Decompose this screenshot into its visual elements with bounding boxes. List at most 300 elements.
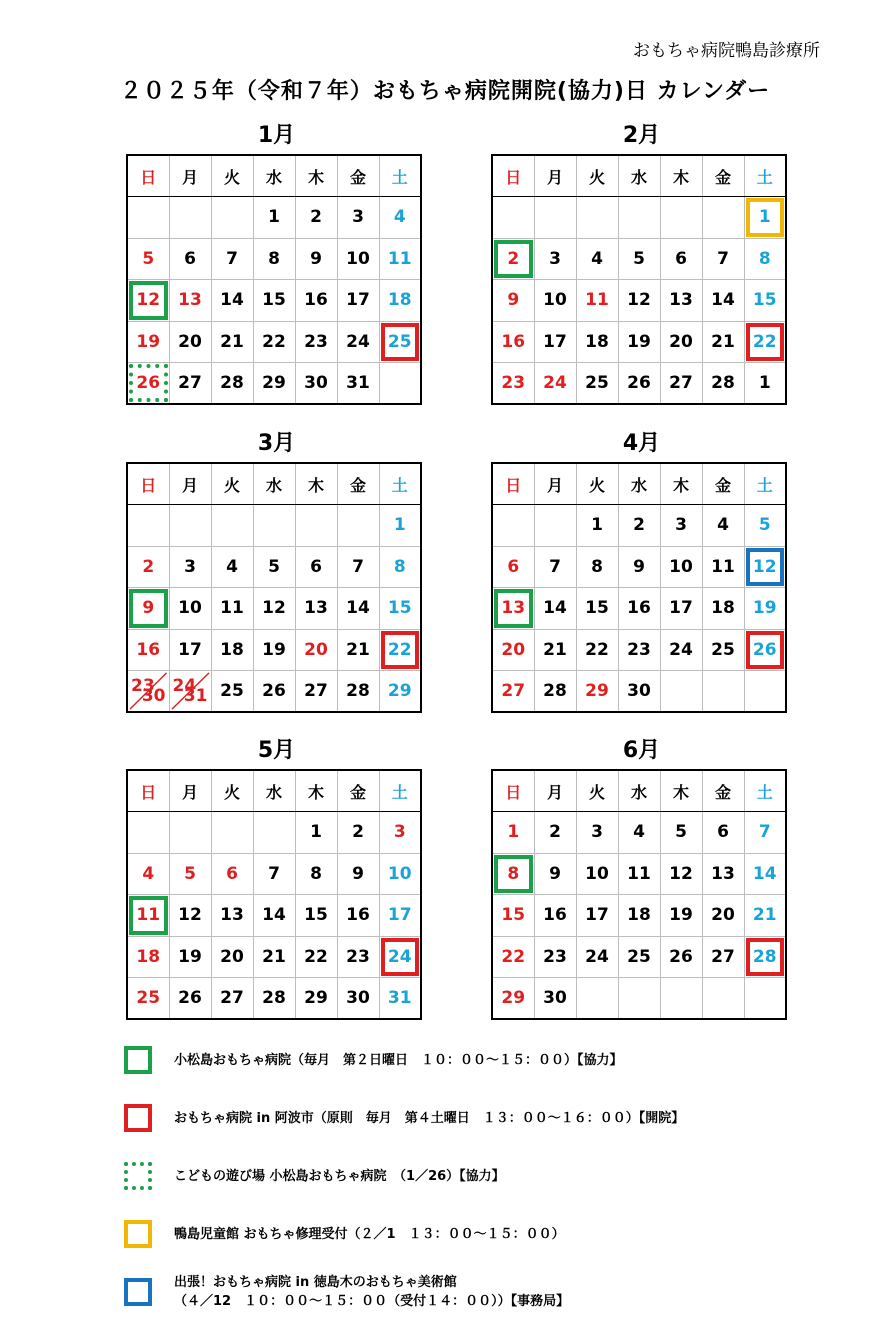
day-cell <box>169 505 211 547</box>
day-cell <box>534 363 576 405</box>
day-number: 4 <box>393 207 406 228</box>
day-number: 9 <box>549 863 561 884</box>
day-number: 18 <box>136 946 161 967</box>
day-number: 9 <box>310 248 322 269</box>
day-number: 13 <box>669 290 693 311</box>
day-cell <box>702 321 744 363</box>
day-cell <box>337 321 379 363</box>
day-number: 7 <box>268 863 280 884</box>
month-table <box>491 769 787 1020</box>
month-calendar <box>126 118 427 405</box>
weekday-header: 木 <box>295 155 337 197</box>
day-number: 21 <box>220 331 244 352</box>
day-number: 28 <box>543 681 567 701</box>
day-number: 9 <box>633 556 645 577</box>
day-number: 5 <box>758 515 771 536</box>
day-cell <box>337 280 379 322</box>
weekday-header: 木 <box>295 770 337 812</box>
day-number: 26 <box>136 373 161 393</box>
day-cell <box>295 363 337 405</box>
weekday-header: 金 <box>337 155 379 197</box>
day-cell <box>492 895 534 937</box>
day-number: 18 <box>585 331 609 352</box>
day-cell <box>744 588 786 630</box>
day-number: 6 <box>226 863 238 884</box>
day-number: 23 <box>304 331 328 352</box>
day-number: 29 <box>387 681 412 701</box>
day-number: 8 <box>268 248 280 269</box>
day-number: 19 <box>752 598 777 619</box>
day-number: 8 <box>310 863 322 884</box>
day-number: 16 <box>136 639 161 660</box>
day-cell <box>618 197 660 239</box>
day-cell <box>534 978 576 1020</box>
day-cell <box>295 588 337 630</box>
day-cell <box>744 629 786 671</box>
legend-item <box>124 1040 684 1080</box>
day-number: 12 <box>178 905 202 926</box>
day-cell <box>253 978 295 1020</box>
day-cell <box>576 197 618 239</box>
day-cell <box>618 671 660 713</box>
month-calendar <box>126 733 427 1020</box>
day-cell <box>211 671 253 713</box>
day-number: 5 <box>675 822 687 843</box>
day-cell <box>295 978 337 1020</box>
day-cell <box>211 505 253 547</box>
day-number: 20 <box>669 331 693 352</box>
day-cell <box>660 671 702 713</box>
day-number: 30 <box>346 988 370 1008</box>
day-number: 14 <box>543 598 567 619</box>
day-number: 17 <box>543 331 567 352</box>
day-number: 26 <box>669 946 693 967</box>
day-number: 15 <box>585 598 609 619</box>
month-title: 5月 <box>257 738 296 763</box>
day-cell <box>702 197 744 239</box>
day-cell <box>618 546 660 588</box>
day-number: 11 <box>711 556 735 577</box>
weekday-header: 水 <box>618 463 660 505</box>
day-cell <box>295 321 337 363</box>
day-cell <box>576 505 618 547</box>
day-cell <box>702 238 744 280</box>
weekday-header: 日 <box>127 770 169 812</box>
day-cell <box>337 895 379 937</box>
day-number: 28 <box>346 681 370 701</box>
day-number: 21 <box>711 331 735 352</box>
weekday-header: 日 <box>127 155 169 197</box>
day-cell <box>534 671 576 713</box>
day-number: 22 <box>262 331 286 352</box>
day-number: 2 <box>310 207 322 228</box>
day-cell <box>702 280 744 322</box>
legend-text: こどもの遊び場 小松島おもちゃ病院 （1／26）【協力】 <box>174 1168 505 1184</box>
day-cell <box>744 546 786 588</box>
day-cell <box>253 588 295 630</box>
day-cell <box>492 812 534 854</box>
day-cell <box>576 588 618 630</box>
day-number: 2 <box>549 822 561 843</box>
weekday-header: 月 <box>534 155 576 197</box>
weekday-header: 木 <box>660 463 702 505</box>
day-cell <box>492 363 534 405</box>
day-cell <box>492 853 534 895</box>
day-number: 1 <box>393 515 406 536</box>
day-cell <box>211 588 253 630</box>
day-cell <box>618 280 660 322</box>
day-number: 1 <box>507 822 520 843</box>
day-number: 31 <box>387 988 412 1008</box>
day-number: 22 <box>752 331 777 352</box>
day-cell <box>618 936 660 978</box>
day-cell <box>618 895 660 937</box>
day-number: 28 <box>752 946 777 967</box>
day-number: 20 <box>501 639 526 660</box>
day-cell <box>576 629 618 671</box>
day-number: 24 <box>387 946 412 967</box>
weekday-header: 月 <box>534 770 576 812</box>
day-cell <box>127 197 169 239</box>
day-cell <box>744 936 786 978</box>
weekday-header: 火 <box>211 463 253 505</box>
day-number: 16 <box>627 598 651 619</box>
day-cell <box>253 505 295 547</box>
weekday-header: 金 <box>337 770 379 812</box>
day-cell <box>337 629 379 671</box>
weekday-header: 木 <box>295 463 337 505</box>
day-number: 27 <box>669 373 693 393</box>
day-cell <box>379 280 421 322</box>
day-cell <box>660 280 702 322</box>
day-number: 5 <box>633 248 645 269</box>
day-number: 14 <box>262 905 286 926</box>
month-title: 3月 <box>257 431 296 456</box>
day-cell <box>660 812 702 854</box>
day-number: 22 <box>387 639 412 660</box>
day-cell <box>534 280 576 322</box>
legend-marker-icon <box>124 1046 152 1074</box>
day-number: 30 <box>304 373 328 393</box>
day-number: 22 <box>304 946 328 967</box>
day-number: 11 <box>387 248 412 269</box>
weekday-header: 水 <box>618 155 660 197</box>
day-cell <box>492 629 534 671</box>
legend <box>124 1040 684 1330</box>
weekday-header: 月 <box>169 155 211 197</box>
day-number: 1 <box>310 822 322 843</box>
month-title: 2月 <box>622 123 661 148</box>
month-calendar <box>126 426 427 713</box>
day-number: 31 <box>346 373 370 393</box>
day-cell <box>576 280 618 322</box>
day-cell <box>169 978 211 1020</box>
legend-item <box>124 1098 684 1138</box>
day-cell <box>379 629 421 671</box>
weekday-header: 木 <box>660 770 702 812</box>
day-cell <box>337 978 379 1020</box>
day-number: 25 <box>136 988 161 1008</box>
day-number: 3 <box>184 556 196 577</box>
day-number: 8 <box>591 556 603 577</box>
day-cell <box>337 197 379 239</box>
day-number: 24 <box>346 331 370 352</box>
day-cell <box>127 280 169 322</box>
day-cell <box>660 629 702 671</box>
day-cell <box>253 238 295 280</box>
day-number: 13 <box>178 290 202 311</box>
day-number: 24 <box>669 639 693 660</box>
day-cell <box>534 505 576 547</box>
day-cell <box>211 197 253 239</box>
day-number: 14 <box>752 863 777 884</box>
day-number: 10 <box>178 598 202 619</box>
day-cell <box>211 546 253 588</box>
month-table <box>491 462 787 713</box>
day-cell <box>492 671 534 713</box>
day-cell <box>534 812 576 854</box>
day-number: 19 <box>669 905 693 926</box>
day-cell <box>379 363 421 405</box>
day-number: 17 <box>346 290 370 311</box>
day-number: 14 <box>220 290 244 311</box>
day-number: 1 <box>591 515 603 536</box>
day-cell <box>169 280 211 322</box>
day-number: 6 <box>717 822 729 843</box>
legend-text: 小松島おもちゃ病院（毎月 第２日曜日 １０：００～１５：００）【協力】 <box>174 1052 623 1068</box>
day-cell <box>169 812 211 854</box>
day-number: 6 <box>507 556 520 577</box>
day-number: 4 <box>226 556 238 577</box>
day-number: 4 <box>717 515 729 536</box>
day-number: 16 <box>543 905 567 926</box>
day-number: 17 <box>387 905 412 926</box>
day-cell <box>576 671 618 713</box>
day-cell <box>492 936 534 978</box>
day-number: 9 <box>507 290 520 311</box>
day-cell <box>576 812 618 854</box>
day-number: 2 <box>507 248 520 269</box>
day-number: 16 <box>346 905 370 926</box>
day-cell <box>618 812 660 854</box>
day-number: 21 <box>752 905 777 926</box>
day-number: 25 <box>711 639 735 660</box>
day-number: 11 <box>136 905 161 926</box>
day-cell <box>492 978 534 1020</box>
weekday-header: 日 <box>492 155 534 197</box>
day-cell <box>127 978 169 1020</box>
day-number: 10 <box>669 556 693 577</box>
day-cell <box>127 895 169 937</box>
day-number: 5 <box>184 863 196 884</box>
day-cell <box>127 321 169 363</box>
day-cell <box>295 629 337 671</box>
day-number: 4 <box>142 863 155 884</box>
day-cell <box>379 238 421 280</box>
day-cell <box>379 546 421 588</box>
day-cell <box>379 197 421 239</box>
day-cell <box>211 629 253 671</box>
day-number: 8 <box>393 556 406 577</box>
day-number: 22 <box>501 946 526 967</box>
day-number: 18 <box>220 639 244 660</box>
legend-marker-icon <box>124 1104 152 1132</box>
day-number: 3 <box>393 822 406 843</box>
day-cell <box>295 936 337 978</box>
day-cell <box>211 978 253 1020</box>
day-cell <box>534 546 576 588</box>
day-number: 20 <box>220 946 244 967</box>
day-number: 15 <box>262 290 286 311</box>
day-cell <box>744 238 786 280</box>
day-number: 23 <box>543 946 567 967</box>
day-number: 25 <box>387 331 412 352</box>
day-cell <box>744 671 786 713</box>
day-number: 16 <box>304 290 328 311</box>
weekday-header: 土 <box>744 770 786 812</box>
day-number: 1 <box>758 207 771 228</box>
month-table <box>491 154 787 405</box>
day-cell <box>295 812 337 854</box>
day-number: 22 <box>585 639 609 660</box>
day-cell <box>295 546 337 588</box>
legend-marker-icon <box>124 1220 152 1248</box>
day-cell <box>337 363 379 405</box>
day-cell <box>660 197 702 239</box>
legend-marker-icon <box>124 1162 152 1190</box>
day-cell <box>702 546 744 588</box>
legend-text: 出張！おもちゃ病院 in 徳島木のおもちゃ美術館 （４／12 １０：００～１５：００（受付１４：００））【事務局】 <box>174 1275 570 1309</box>
month-table <box>126 769 422 1020</box>
day-number: 29 <box>501 988 526 1008</box>
day-number: 21 <box>543 639 567 660</box>
day-number: 14 <box>711 290 735 311</box>
day-cell <box>127 812 169 854</box>
day-cell <box>618 238 660 280</box>
day-cell <box>744 321 786 363</box>
day-cell <box>534 895 576 937</box>
day-cell <box>253 936 295 978</box>
day-number: 15 <box>752 290 777 311</box>
day-cell <box>253 363 295 405</box>
day-cell <box>660 853 702 895</box>
day-cell <box>702 588 744 630</box>
day-cell <box>127 546 169 588</box>
day-cell <box>253 895 295 937</box>
day-cell <box>253 197 295 239</box>
weekday-header: 木 <box>660 155 702 197</box>
day-cell <box>702 363 744 405</box>
day-number: 26 <box>262 681 286 701</box>
day-number: 1 <box>268 207 280 228</box>
day-cell <box>169 546 211 588</box>
day-cell <box>169 895 211 937</box>
day-number: 27 <box>178 373 202 393</box>
weekday-header: 土 <box>744 463 786 505</box>
weekday-header: 水 <box>618 770 660 812</box>
day-cell <box>744 505 786 547</box>
day-cell <box>295 280 337 322</box>
day-cell <box>492 546 534 588</box>
day-number: 4 <box>591 248 603 269</box>
day-number-lower: 31 <box>183 686 208 706</box>
legend-text: おもちゃ病院 in 阿波市（原則 毎月 第４土曜日 １３：００～１６：００）【開院】 <box>174 1110 685 1126</box>
day-cell <box>618 978 660 1020</box>
day-cell <box>169 629 211 671</box>
day-number: 17 <box>669 598 693 619</box>
day-number: 15 <box>304 905 328 926</box>
weekday-header: 火 <box>576 155 618 197</box>
day-number: 19 <box>136 331 161 352</box>
day-number: 24 <box>543 373 567 393</box>
day-number: 12 <box>136 290 161 311</box>
day-cell <box>702 978 744 1020</box>
day-cell <box>379 505 421 547</box>
day-number: 23 <box>501 373 526 393</box>
day-number-upper: 24 <box>172 676 197 696</box>
day-cell <box>576 853 618 895</box>
day-number: 3 <box>549 248 561 269</box>
day-number: 2 <box>142 556 155 577</box>
day-cell <box>534 936 576 978</box>
day-cell <box>295 505 337 547</box>
day-number: 25 <box>220 681 244 701</box>
day-cell <box>702 671 744 713</box>
day-number: 9 <box>352 863 364 884</box>
day-number: 4 <box>633 822 645 843</box>
day-cell <box>492 505 534 547</box>
day-number: 18 <box>387 290 412 311</box>
day-number: 28 <box>711 373 735 393</box>
day-number: 20 <box>304 639 328 660</box>
day-number: 16 <box>501 331 526 352</box>
day-number: 21 <box>262 946 286 967</box>
month-title: 1月 <box>257 123 296 148</box>
organization-name: おもちゃ病院鴨島診療所 <box>633 41 820 61</box>
day-number: 3 <box>675 515 687 536</box>
day-number: 27 <box>501 681 526 701</box>
day-cell <box>576 363 618 405</box>
day-number: 13 <box>711 863 735 884</box>
day-cell <box>576 238 618 280</box>
day-cell <box>127 363 169 405</box>
day-cell <box>127 588 169 630</box>
day-cell <box>169 197 211 239</box>
day-number: 7 <box>352 556 364 577</box>
day-cell <box>660 978 702 1020</box>
day-cell <box>337 238 379 280</box>
day-number: 11 <box>627 863 651 884</box>
month-title: 4月 <box>622 431 661 456</box>
day-cell <box>211 238 253 280</box>
day-cell <box>253 812 295 854</box>
day-cell <box>576 936 618 978</box>
day-cell <box>253 546 295 588</box>
day-cell <box>379 812 421 854</box>
month-title: 6月 <box>622 738 661 763</box>
day-cell <box>337 812 379 854</box>
day-number-upper: 23 <box>131 676 155 696</box>
day-cell <box>492 238 534 280</box>
weekday-header: 金 <box>337 463 379 505</box>
day-number: 12 <box>752 556 777 577</box>
day-number: 15 <box>387 598 412 619</box>
day-cell <box>337 546 379 588</box>
day-cell <box>744 280 786 322</box>
day-number: 27 <box>711 946 735 967</box>
day-cell <box>295 895 337 937</box>
day-number: 6 <box>675 248 687 269</box>
